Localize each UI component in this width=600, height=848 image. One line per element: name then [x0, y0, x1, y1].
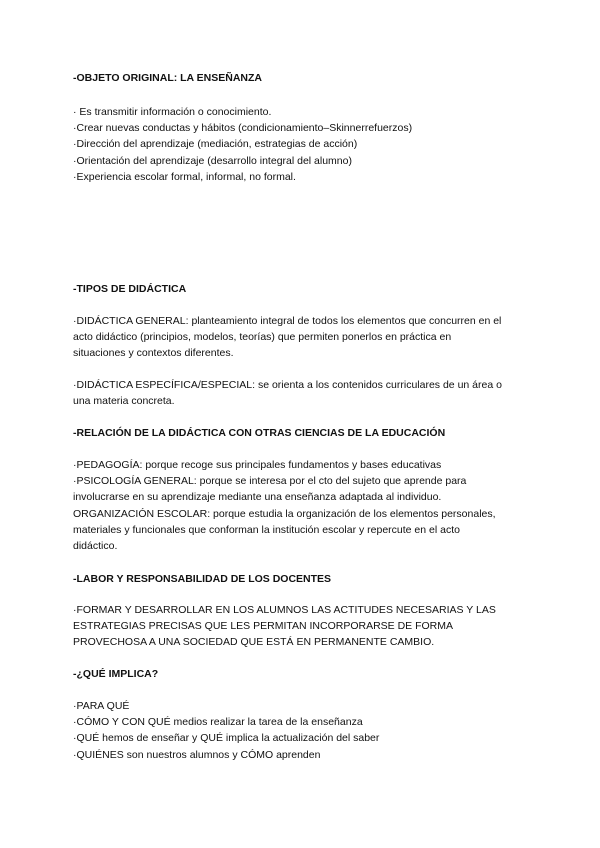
paragraph-line: PROVECHOSA A UNA SOCIEDAD QUE ESTÁ EN PERMANENTE CAMBIO.: [73, 636, 435, 649]
list-item: ·CÓMO Y CON QUÉ medios realizar la tarea de la enseñanza: [73, 716, 363, 729]
section-objeto-original: [73, 70, 533, 86]
list-item: ORGANIZACIÓN ESCOLAR: porque estudia la organización de los elementos personales,: [73, 507, 496, 520]
section-relacion-didactica: [73, 425, 533, 441]
section-heading: -RELACIÓN DE LA DIDÁCTICA CON OTRAS CIENCIAS DE LA EDUCACIÓN: [73, 427, 446, 439]
list-item: ·QUIÉNES son nuestros alumnos y CÓMO aprenden: [73, 748, 321, 761]
list-item: ·Crear nuevas conductas y hábitos (condicionamiento–Skinnerrefuerzos): [73, 122, 413, 135]
section-heading: -LABOR Y RESPONSABILIDAD DE LOS DOCENTES: [73, 573, 332, 585]
list-item: ·PEDAGOGÍA: porque recoge sus principales fundamentos y bases educativas: [73, 459, 442, 471]
list-item: · Es transmitir información o conocimiento.: [73, 106, 272, 118]
paragraph-line: acto didáctico (principios, modelos, teorías) que permiten ponerlos en práctica en: [73, 331, 452, 344]
list-item: didáctico.: [73, 540, 118, 553]
section-relacion-list: [73, 457, 533, 554]
paragraph-line: una materia concreta.: [73, 395, 175, 408]
section-labor-docentes: [73, 571, 533, 587]
section-heading: -OBJETO ORIGINAL: LA ENSEÑANZA: [73, 72, 263, 84]
paragraph-didactica-general: [73, 313, 533, 362]
section-labor-text: [73, 602, 533, 651]
paragraph-line: ESTRATEGIAS PRECISAS QUE LES PERMITAN INCORPORARSE DE FORMA: [73, 620, 454, 633]
section-heading: -TIPOS DE DIDÁCTICA: [73, 283, 187, 295]
list-item: involucrarse en su aprendizaje mediante una enseñanza adaptada al individuo.: [73, 491, 442, 504]
paragraph-line: ·DIDÁCTICA ESPECÍFICA/ESPECIAL: se orienta a los contenidos curriculares de un área o: [73, 379, 502, 391]
section-que-implica: [73, 666, 533, 682]
section-objeto-original-list: [73, 104, 533, 185]
section-heading: -¿QUÉ IMPLICA?: [73, 668, 159, 680]
paragraph-line: ·DIDÁCTICA GENERAL: planteamiento integral de todos los elementos que concurren en el: [73, 315, 502, 327]
list-item: ·Dirección del aprendizaje (mediación, estrategias de acción): [73, 138, 358, 151]
paragraph-line: ·FORMAR Y DESARROLLAR EN LOS ALUMNOS LAS ACTITUDES NECESARIAS Y LAS: [73, 604, 496, 616]
section-tipos-didactica: [73, 281, 533, 297]
list-item: ·Experiencia escolar formal, informal, no formal.: [73, 170, 296, 183]
list-item: ·Orientación del aprendizaje (desarrollo integral del alumno): [73, 154, 352, 167]
list-item: materiales y funcionales que conforman la institución escolar y repercute en el acto: [73, 523, 460, 536]
list-item: ·QUÉ hemos de enseñar y QUÉ implica la actualización del saber: [73, 732, 380, 745]
section-que-implica-list: [73, 698, 533, 763]
list-item: ·PSICOLOGÍA GENERAL: porque se interesa por el cto del sujeto que aprende para: [73, 475, 467, 488]
paragraph-line: situaciones y contextos diferentes.: [73, 347, 234, 360]
paragraph-didactica-especifica: [73, 377, 533, 409]
list-item: ·PARA QUÉ: [73, 700, 130, 712]
